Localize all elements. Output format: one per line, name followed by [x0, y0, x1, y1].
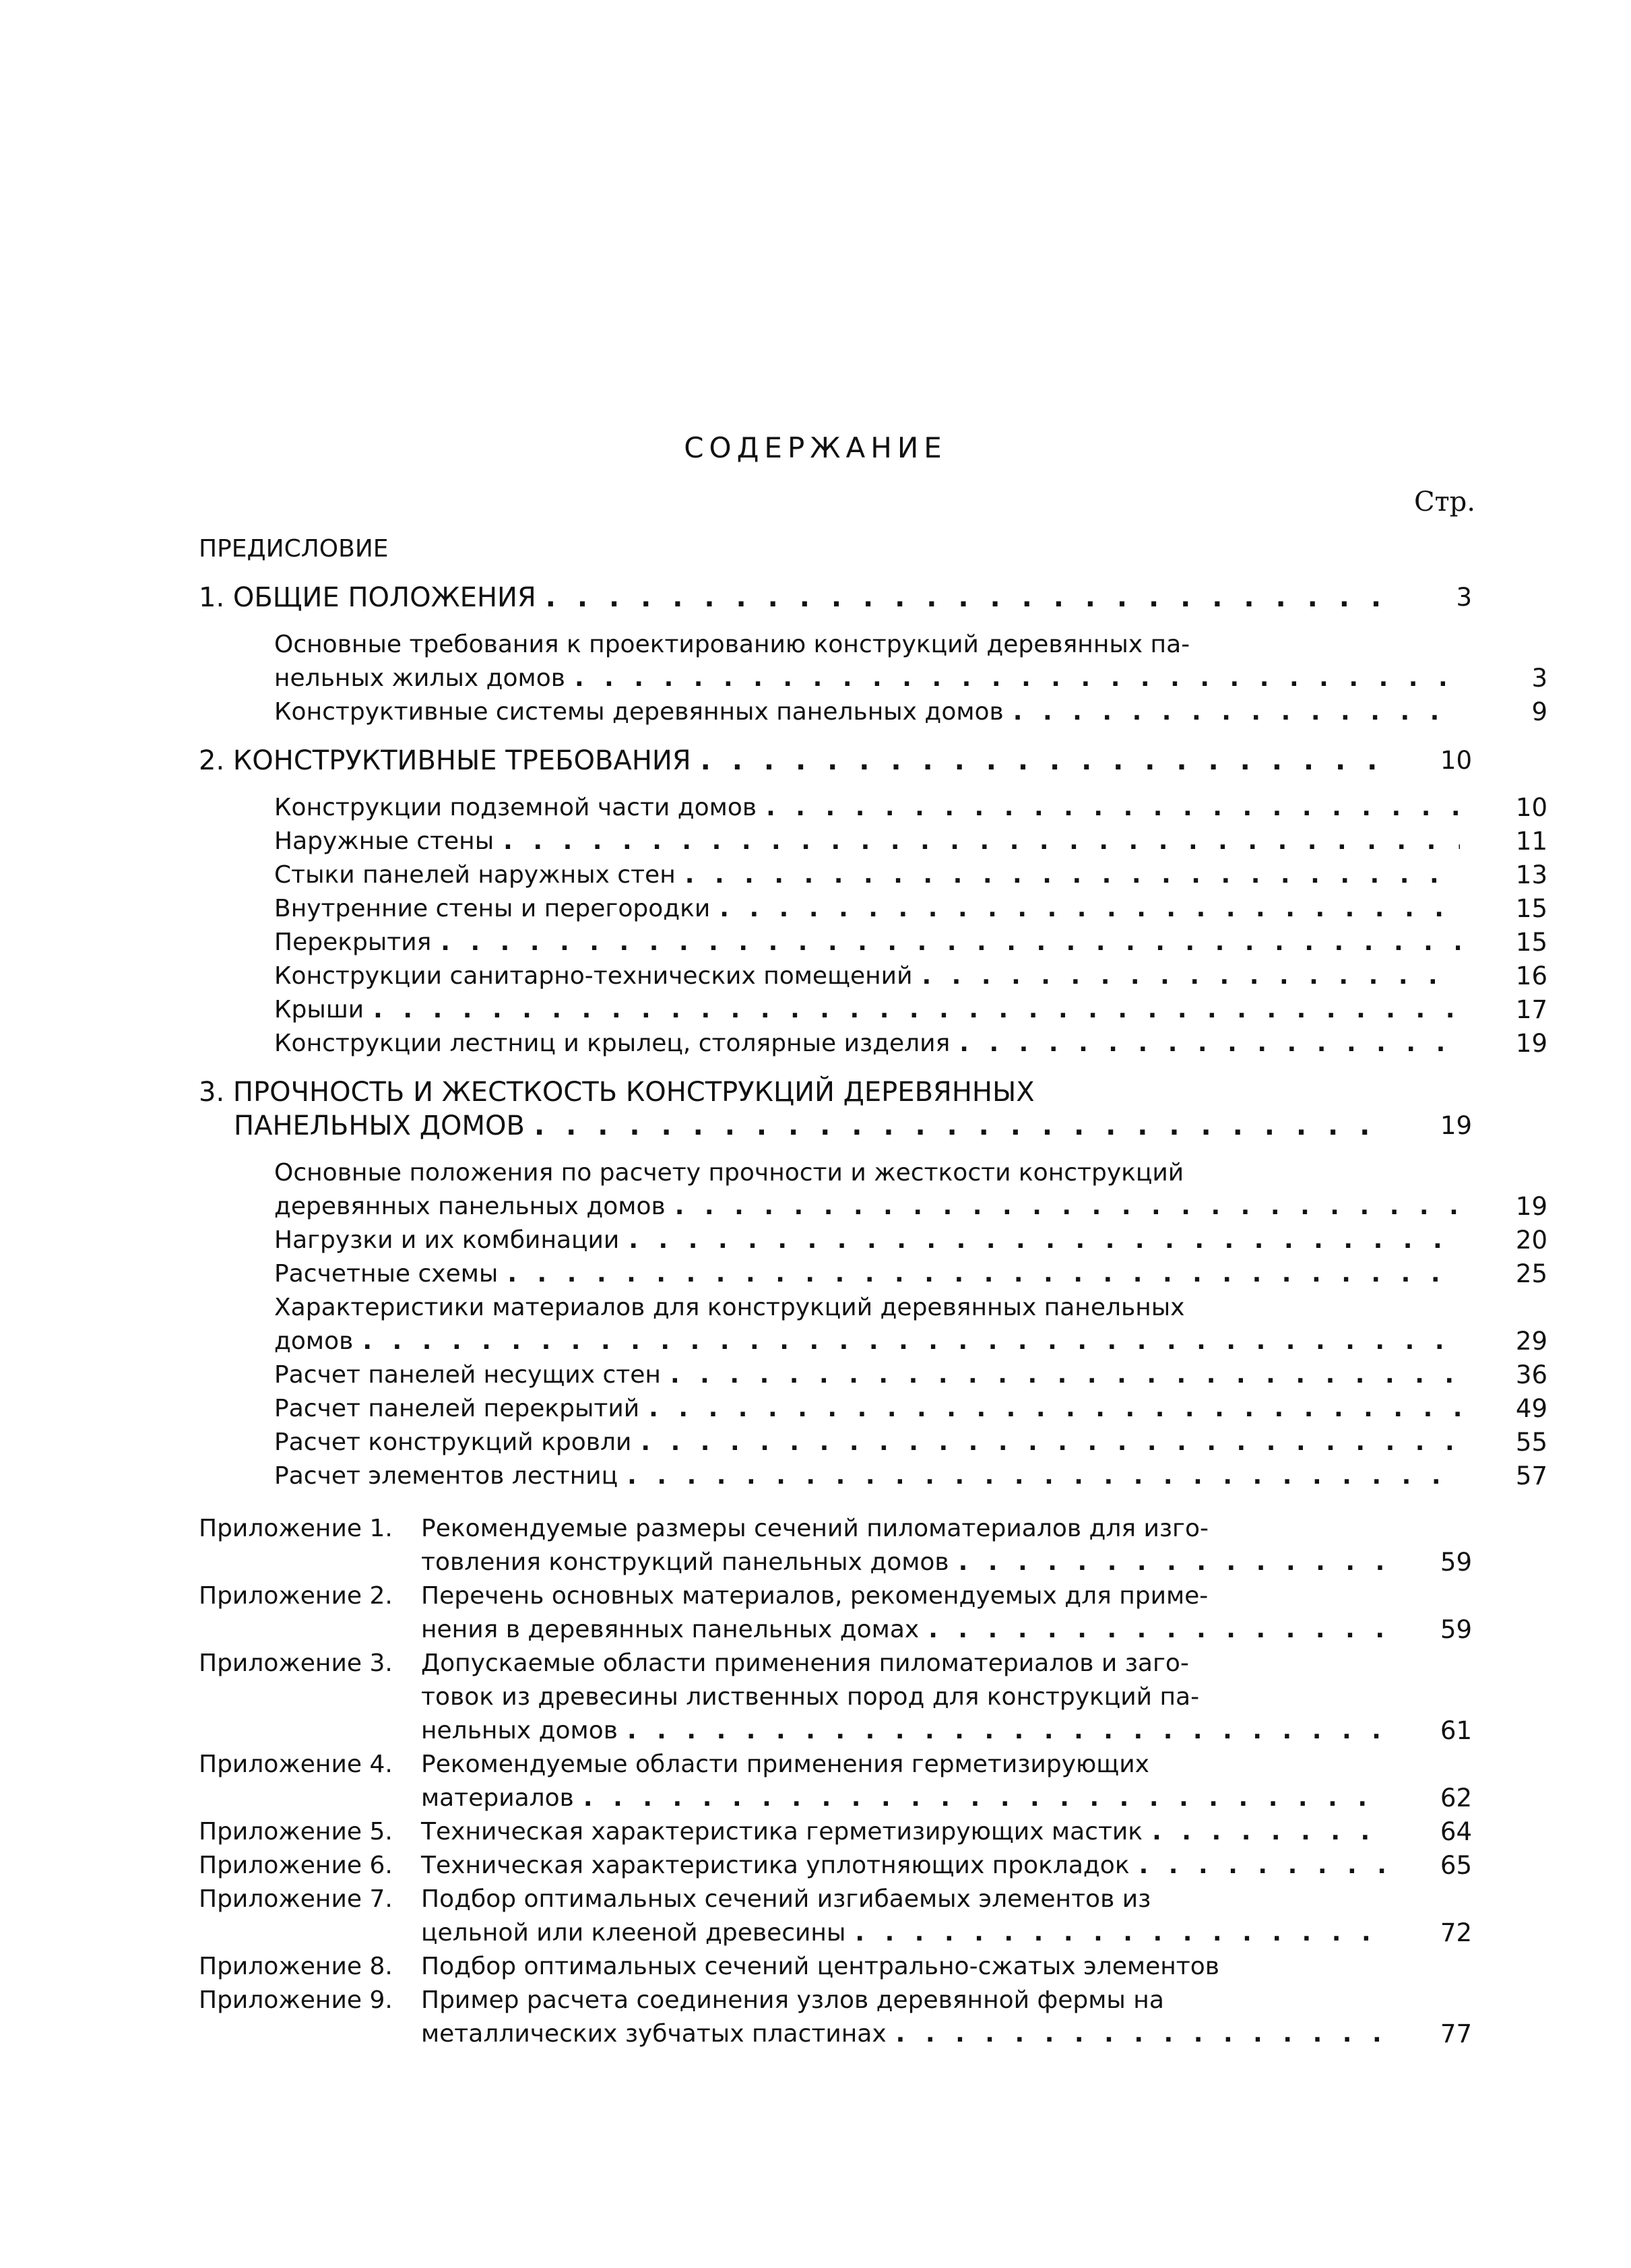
entry-text: Техническая характеристика уплотняющих прокладок: [421, 1852, 1130, 1879]
entry-line: [421, 1748, 1472, 1782]
section-page-number: 19: [1440, 1111, 1472, 1140]
toc-entry[interactable]: [199, 1156, 1547, 1224]
dot-leader: [1139, 1849, 1384, 1883]
entry-line: [421, 1849, 1472, 1883]
dot-leader: [641, 1426, 1460, 1459]
entry-page-number: 55: [1515, 1428, 1547, 1457]
entry-text: Расчет конструкций кровли: [274, 1428, 632, 1456]
appendix-entry-2[interactable]: [199, 1579, 1472, 1647]
entry-text: Техническая характеристика герметизирующих мастик: [421, 1818, 1143, 1846]
entry-page-number: 3: [1531, 664, 1547, 693]
section-heading-text: 1. ОБЩИЕ ПОЛОЖЕНИЯ: [199, 582, 536, 613]
toc-entry[interactable]: [199, 1027, 1547, 1061]
appendix-title: [421, 1579, 1472, 1647]
entry-text: материалов: [421, 1784, 574, 1812]
dot-leader: [896, 2017, 1384, 2051]
entry-text: Конструктивные системы деревянных панельных домов: [274, 698, 1004, 726]
toc-entry[interactable]: [199, 993, 1547, 1027]
section-heading-1[interactable]: [199, 581, 1472, 615]
toc-entry[interactable]: [199, 858, 1547, 892]
entry-text: Конструкции санитарно-технических помещений: [274, 962, 913, 990]
dot-leader: [362, 1325, 1460, 1358]
section-heading-line: [199, 744, 1472, 778]
appendix-label: Приложение 8.: [199, 1953, 393, 1980]
entry-line: [274, 1224, 1547, 1257]
entry-line: [274, 791, 1547, 825]
dot-leader: [719, 892, 1460, 926]
entry-text: нельных жилых домов: [274, 664, 565, 692]
entry-line: [421, 1782, 1472, 1815]
section-heading-2[interactable]: [199, 744, 1472, 778]
toc-entry[interactable]: [199, 1224, 1547, 1257]
dot-leader: [685, 858, 1460, 892]
page-column-label: Стр.: [1413, 486, 1475, 517]
entry-text: домов: [274, 1327, 354, 1355]
toc-entry[interactable]: [199, 1392, 1547, 1426]
entry-page-number: 59: [1440, 1548, 1472, 1577]
entry-line: [421, 1613, 1472, 1647]
section-heading-3[interactable]: [199, 1075, 1472, 1143]
section-heading-line: [199, 1109, 1472, 1143]
entry-text: товления конструкций панельных домов: [421, 1548, 949, 1576]
entry-text: Конструкции лестниц и крылец, столярные изделия: [274, 1030, 951, 1057]
entry-line: [421, 1512, 1472, 1546]
entry-text: Стыки панелей наружных стен: [274, 861, 676, 889]
appendix-title: [421, 1647, 1472, 1748]
entry-page-number: 59: [1440, 1615, 1472, 1644]
entry-text: Основные положения по расчету прочности и жесткости конструкций: [274, 1159, 1184, 1187]
dot-leader: [503, 825, 1460, 858]
appendix-label: Приложение 4.: [199, 1751, 393, 1778]
entry-page-number: 25: [1515, 1259, 1547, 1288]
entry-line: [274, 1291, 1547, 1325]
entry-line: [274, 1156, 1547, 1190]
entry-line: [421, 1883, 1472, 1916]
appendix-title: [421, 1950, 1472, 1984]
toc-entry[interactable]: [199, 926, 1547, 959]
entry-line: [274, 1190, 1547, 1224]
entry-line: [274, 1027, 1547, 1061]
entry-text: Подбор оптимальных сечений изгибаемых элементов из: [421, 1885, 1151, 1913]
entry-page-number: 17: [1515, 995, 1547, 1024]
toc-entry[interactable]: [199, 791, 1547, 825]
dot-leader: [583, 1782, 1384, 1815]
section-heading-text: 3. ПРОЧНОСТЬ И ЖЕСТКОСТЬ КОНСТРУКЦИЙ ДЕРЕВЯННЫХ: [199, 1077, 1035, 1108]
entry-text: нельных домов: [421, 1717, 618, 1744]
entry-page-number: 11: [1515, 827, 1547, 856]
entry-line: [421, 1916, 1472, 1950]
entry-page-number: 49: [1515, 1394, 1547, 1423]
toc-entry[interactable]: [199, 825, 1547, 858]
entry-page-number: 15: [1515, 894, 1547, 923]
preface-entry: [199, 532, 1472, 566]
dot-leader: [1013, 695, 1460, 729]
dot-leader: [928, 1613, 1384, 1647]
entry-line: [421, 1546, 1472, 1579]
entry-page-number: 61: [1440, 1716, 1472, 1745]
entry-page-number: 36: [1515, 1360, 1547, 1389]
appendix-title: [421, 1815, 1472, 1849]
entry-page-number: 9: [1531, 697, 1547, 726]
entry-line: [274, 1325, 1547, 1358]
dot-leader: [441, 926, 1460, 959]
toc-entry[interactable]: [199, 695, 1547, 729]
entry-text: Пример расчета соединения узлов деревянной фермы на: [421, 1986, 1164, 2014]
entry-page-number: 19: [1515, 1192, 1547, 1221]
dot-leader: [855, 1916, 1384, 1950]
dot-leader: [373, 993, 1460, 1027]
entry-line: [421, 1950, 1472, 1984]
entry-line: [274, 892, 1547, 926]
entry-page-number: 15: [1515, 928, 1547, 957]
entry-line: [274, 926, 1547, 959]
dot-leader: [701, 744, 1384, 778]
entry-text: Рекомендуемые области применения герметизирующих: [421, 1751, 1149, 1778]
section-page-number: 10: [1440, 746, 1472, 775]
appendix-entry-3[interactable]: [199, 1647, 1472, 1748]
entry-line: [274, 825, 1547, 858]
entry-page-number: 65: [1440, 1851, 1472, 1880]
toc-entry[interactable]: [199, 628, 1547, 695]
entry-text: Наружные стены: [274, 827, 494, 855]
section-heading-text: ПАНЕЛЬНЫХ ДОМОВ: [234, 1110, 525, 1141]
entry-page-number: 64: [1440, 1817, 1472, 1846]
appendix-label: Приложение 1.: [199, 1515, 393, 1542]
entry-line: [274, 1358, 1547, 1392]
entry-text: Расчет панелей перекрытий: [274, 1395, 640, 1422]
page-title: СОДЕРЖАНИЕ: [684, 431, 947, 464]
appendix-entry-8[interactable]: [199, 1950, 1472, 1984]
toc-entry[interactable]: [199, 959, 1547, 993]
dot-leader: [675, 1190, 1460, 1224]
entry-line: [274, 662, 1547, 695]
toc-entry[interactable]: [199, 1358, 1547, 1392]
appendix-entry-9[interactable]: [199, 1984, 1472, 2051]
entry-text: Допускаемые области применения пиломатериалов и заго-: [421, 1649, 1189, 1677]
appendix-label: Приложение 2.: [199, 1582, 393, 1610]
dot-leader: [629, 1224, 1460, 1257]
toc-entry[interactable]: [199, 1426, 1547, 1459]
appendix-title: [421, 1512, 1472, 1579]
dot-leader: [922, 959, 1460, 993]
section-page-number: 3: [1456, 583, 1472, 612]
appendix-title: [421, 1883, 1472, 1950]
entry-text: цельной или клееной древесины: [421, 1919, 846, 1947]
entry-page-number: 19: [1515, 1029, 1547, 1058]
entry-line: [421, 1680, 1472, 1714]
entry-text: Расчет элементов лестниц: [274, 1462, 618, 1490]
entry-text: Перекрытия: [274, 928, 432, 956]
toc-entry[interactable]: [199, 1291, 1547, 1358]
toc-entry[interactable]: [199, 1459, 1547, 1493]
entry-page-number: 77: [1440, 2019, 1472, 2048]
dot-leader: [627, 1459, 1460, 1493]
entry-page-number: 57: [1515, 1461, 1547, 1490]
dot-leader: [575, 662, 1460, 695]
dot-leader: [1152, 1815, 1384, 1849]
dot-leader: [670, 1358, 1460, 1392]
appendix-entry-1[interactable]: [199, 1512, 1472, 1579]
table-of-contents: [199, 532, 1547, 2051]
toc-entry[interactable]: [199, 1257, 1547, 1291]
appendix-label: Приложение 6.: [199, 1852, 393, 1879]
appendix-label: Приложение 9.: [199, 1986, 393, 2014]
entry-text: нения в деревянных панельных домах: [421, 1616, 920, 1643]
dot-leader: [766, 791, 1460, 825]
appendix-title: [421, 1984, 1472, 2051]
entry-line: [274, 628, 1547, 662]
dot-leader: [649, 1392, 1460, 1426]
appendix-entry-6[interactable]: [199, 1849, 1472, 1883]
section-heading-line: [199, 1075, 1472, 1109]
entry-text: товок из древесины лиственных пород для конструкций па-: [421, 1683, 1200, 1711]
appendix-title: [421, 1849, 1472, 1883]
appendix-entry-4[interactable]: [199, 1748, 1472, 1815]
entry-text: Основные требования к проектированию конструкций деревянных па-: [274, 631, 1190, 658]
entry-text: деревянных панельных домов: [274, 1193, 666, 1220]
dot-leader: [959, 1546, 1384, 1579]
entry-text: Конструкции подземной части домов: [274, 794, 757, 821]
entry-text: Характеристики материалов для конструкций деревянных панельных: [274, 1294, 1185, 1321]
dot-leader: [534, 1109, 1384, 1143]
entry-line: [421, 1647, 1472, 1680]
entry-line: [421, 1815, 1472, 1849]
section-heading-text: 2. КОНСТРУКТИВНЫЕ ТРЕБОВАНИЯ: [199, 745, 691, 776]
appendix-entry-5[interactable]: [199, 1815, 1472, 1849]
entry-text: металлических зубчатых пластинах: [421, 2020, 887, 2048]
entry-page-number: 10: [1515, 793, 1547, 822]
appendix-label: Приложение 7.: [199, 1885, 393, 1913]
entry-line: [421, 1714, 1472, 1748]
entry-line: [274, 1459, 1547, 1493]
entry-line: [274, 993, 1547, 1027]
appendix-entry-7[interactable]: [199, 1883, 1472, 1950]
appendix-label: Приложение 5.: [199, 1818, 393, 1846]
entry-text: Внутренние стены и перегородки: [274, 895, 711, 922]
entry-line: [274, 695, 1547, 729]
entry-line: [421, 2017, 1472, 2051]
entry-line: [274, 1392, 1547, 1426]
appendix-label: Приложение 3.: [199, 1649, 393, 1677]
dot-leader: [627, 1714, 1384, 1748]
toc-entry[interactable]: [199, 892, 1547, 926]
entry-line: [421, 1579, 1472, 1613]
entry-page-number: 13: [1515, 860, 1547, 889]
dot-leader: [959, 1027, 1460, 1061]
appendix-title: [421, 1748, 1472, 1815]
entry-text: Нагрузки и их комбинации: [274, 1226, 620, 1254]
entry-page-number: 16: [1515, 962, 1547, 990]
entry-text: Перечень основных материалов, рекомендуемых для приме-: [421, 1582, 1209, 1610]
entry-page-number: 72: [1440, 1918, 1472, 1947]
entry-text: Крыши: [274, 996, 364, 1023]
entry-page-number: 29: [1515, 1327, 1547, 1356]
entry-line: [274, 858, 1547, 892]
entry-line: [274, 1426, 1547, 1459]
entry-text: Расчетные схемы: [274, 1260, 499, 1288]
entry-page-number: 62: [1440, 1784, 1472, 1813]
dot-leader: [546, 581, 1384, 615]
entry-text: Подбор оптимальных сечений центрально-сжатых элементов: [421, 1953, 1219, 1980]
entry-line: [274, 1257, 1547, 1291]
section-heading-line: [199, 581, 1472, 615]
entry-page-number: 20: [1515, 1226, 1547, 1255]
dot-leader: [507, 1257, 1460, 1291]
entry-line: [421, 1984, 1472, 2017]
entry-text: Расчет панелей несущих стен: [274, 1361, 661, 1389]
preface-label: ПРЕДИСЛОВИЕ: [199, 535, 389, 563]
entry-line: [274, 959, 1547, 993]
entry-text: Рекомендуемые размеры сечений пиломатериалов для изго-: [421, 1515, 1209, 1542]
